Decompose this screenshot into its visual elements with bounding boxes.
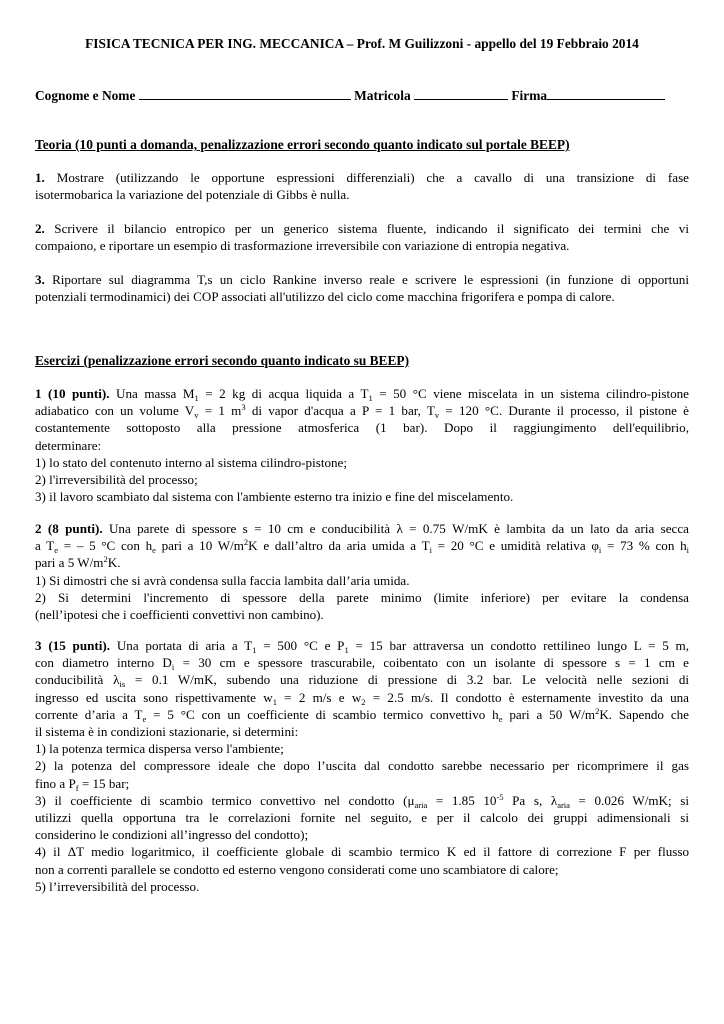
superscript: -5: [496, 791, 504, 802]
subscript: e: [152, 545, 156, 556]
superscript: 2: [243, 537, 249, 548]
e3-text: = 1.85 10: [427, 792, 497, 808]
e3-text: considerino le condizioni all’ingresso del condotto);: [35, 827, 309, 843]
id-blank: [414, 87, 508, 100]
q3-text-2: potenziali termodinamici) dei COP associati all'utilizzo del ciclo come macchina frigorifera e pompa di calore.: [35, 289, 615, 305]
subscript: 1: [368, 393, 373, 403]
theory-question-3: [35, 271, 689, 305]
e3-text: = 2 m/s e w: [276, 689, 362, 705]
e3-text: Una portata di aria a T: [116, 638, 253, 653]
student-info-row: [35, 87, 689, 104]
e3-text: corrente d’aria a T: [35, 706, 143, 722]
e1-item-3: 3) il lavoro scambiato dal sistema con l'ambiente esterno tra inizio e fine del miscelamento.: [35, 489, 514, 505]
subscript: e: [498, 713, 503, 724]
e3-item-4: 4) il ΔT medio logaritmico, il coefficiente globale di scambio termico K ed il fattore di correzione F per flusso: [35, 844, 689, 860]
e3-text: = 0.1 W/mK, subendo una riduzione di pressione di 3.2 bar. Le velocità nelle sezioni di: [125, 672, 689, 688]
e2-item-2: 2) Si determini l'incremento di spessore della parete minimo (limite inferiore) per evitare la condensa: [35, 589, 689, 605]
theory-heading: Teoria (10 punti a domanda, penalizzazione errori secondo quanto indicato sul portale BEEP): [35, 137, 570, 152]
e3-text: = 30 cm e spessore trascurabile, coibentato con un isolante di spessore s = 1 cm e: [174, 655, 689, 671]
e2-text: Una parete di spessore s = 10 cm e conducibilità λ = 0.75 W/mK è lambita da un lato da aria secca: [108, 521, 689, 536]
subscript: i: [171, 662, 175, 673]
subscript: 2: [361, 696, 366, 707]
e3-text: = 15 bar attraversa un condotto rettilineo lungo L = 5 m,: [348, 638, 689, 653]
e1-text: adiabatico con un volume V: [35, 403, 195, 419]
e3-item-1: 1) la potenza termica dispersa verso l'ambiente;: [35, 741, 284, 757]
e2-text: K.: [107, 555, 121, 571]
e1-text: = 120 °C. Durante il processo, il pistone è: [439, 403, 689, 419]
id-label: Matricola: [354, 88, 411, 103]
q2-text-2: compaiono, e riportare un esempio di trasformazione irreversibile con variazione di entropia negativa.: [35, 238, 570, 254]
e3-text: utilizzi quella opportuna tra le correlazioni fornite nel seguito, e per il calcolo dei gruppi adimensionali si: [35, 810, 689, 826]
subscript: 1: [344, 645, 349, 655]
e3-text: ingresso ed uscita sono rispettivamente w: [35, 689, 273, 705]
e3-text: con diametro interno D: [35, 655, 172, 671]
e2-text: = 73 % con h: [601, 538, 687, 554]
e3-text: il sistema è in condizioni stazionarie, si determini:: [35, 724, 299, 740]
e1-text: = 2 kg di acqua liquida a T: [198, 386, 369, 401]
e2-text: = 20 °C e umidità relativa φ: [431, 538, 599, 554]
e2-text: (nell’ipotesi che i coefficienti convettivi non cambino).: [35, 607, 324, 623]
e3-number: 3 (15 punti).: [35, 638, 111, 653]
q1-text-2: isotermobarica la variazione del potenziale di Gibbs è nulla.: [35, 187, 350, 203]
e1-item-2: 2) l'irreversibilità del processo;: [35, 472, 198, 488]
e2-number: 2 (8 punti).: [35, 521, 103, 536]
subscript: e: [54, 545, 59, 556]
e3-item-5: 5) l’irreversibilità del processo.: [35, 878, 200, 894]
e3-text: K. Sapendo che: [599, 706, 689, 722]
subscript: 1: [272, 696, 277, 707]
exercise-2: [35, 520, 689, 623]
subscript: f: [75, 782, 79, 793]
e1-text: di vapor d'acqua a P = 1 bar, T: [245, 403, 435, 419]
subscript: is: [119, 679, 126, 690]
e3-text: = 500 °C e P: [256, 638, 345, 653]
e2-text: pari a 5 W/m: [35, 555, 104, 571]
e3-text: pari a 50 W/m: [502, 706, 596, 722]
e3-text: Pa s, λ: [503, 792, 558, 808]
e3-item-2: 2) la potenza del compressore ideale che dopo l’uscita dal condotto sarebbe necessario per ricomprimere il gas: [35, 758, 689, 774]
e3-text: = 15 bar;: [78, 775, 130, 791]
e3-text: = 2.5 m/s. Il condotto è esternamente investito da una: [365, 689, 689, 705]
e1-text: costantemente sottoposto alla pressione atmosferica (1 bar). Dopo il raggiungimento dell'equilibrio,: [35, 420, 689, 436]
signature-label: Firma: [511, 88, 548, 103]
name-label: Cognome e Nome: [35, 88, 136, 103]
e1-text: determinare:: [35, 437, 102, 453]
q2-number: 2.: [35, 221, 45, 236]
exercise-1: [35, 385, 689, 505]
theory-question-1: [35, 169, 689, 203]
exercise-3: [35, 637, 689, 895]
e1-item-1: 1) lo stato del contenuto interno al sistema cilindro-pistone;: [35, 454, 347, 470]
e1-text: = 50 °C viene miscelata in un sistema cilindro-pistone: [372, 386, 689, 401]
e2-text: pari a 10 W/m: [155, 538, 244, 554]
e2-item-1: 1) Si dimostri che si avrà condensa sulla faccia lambita dall’aria umida.: [35, 572, 410, 588]
exam-title: FISICA TECNICA PER ING. MECCANICA – Prof. M Guilizzoni - appello del 19 Febbraio 2014: [85, 36, 639, 51]
subscript: 1: [252, 645, 257, 655]
subscript: aria: [414, 799, 428, 810]
theory-question-2: [35, 220, 689, 254]
e3-text: conducibilità λ: [35, 672, 120, 688]
e1-text: Una massa M: [116, 386, 195, 401]
subscript: i: [429, 545, 432, 556]
subscript: aria: [557, 799, 570, 810]
q1-number: 1.: [35, 170, 45, 185]
e3-text: fino a P: [35, 775, 76, 791]
superscript: 2: [103, 554, 108, 565]
q3-text-1: Riportare sul diagramma T,s un ciclo Rankine inverso reale e scrivere le espressioni (in funzione di opportuni: [52, 272, 689, 287]
e1-text: = 1 m: [198, 403, 242, 419]
e3-text: non a correnti parallele se condotto ed esterno vengono considerati come uno scambiatore di calore;: [35, 861, 559, 877]
q1-text-1: Mostrare (utilizzando le opportune espressioni differenziali) che a cavallo di una transizione di fase: [56, 170, 689, 185]
subscript: e: [142, 713, 147, 724]
e3-item-3: 3) il coefficiente di scambio termico convettivo nel condotto (μ: [35, 792, 415, 808]
e3-text: = 5 °C con un coefficiente di scambio termico convettivo h: [146, 706, 499, 722]
e1-number: 1 (10 punti).: [35, 386, 110, 401]
e3-text: = 0.026 W/mK; si: [569, 792, 689, 808]
e2-text: a T: [35, 538, 55, 554]
subscript: 1: [194, 393, 199, 403]
e2-text: = – 5 °C con h: [58, 538, 153, 554]
name-blank: [139, 87, 351, 100]
e2-text: K e dall’altro da aria umida a T: [248, 538, 430, 554]
q3-number: 3.: [35, 272, 45, 287]
subscript: v: [434, 410, 440, 421]
exercises-heading: Esercizi (penalizzazione errori secondo quanto indicato su BEEP): [35, 353, 410, 368]
superscript: 2: [595, 705, 600, 716]
subscript: i: [598, 545, 602, 556]
superscript: 3: [241, 402, 246, 413]
signature-blank: [547, 87, 665, 100]
subscript: v: [194, 410, 199, 421]
subscript: i: [686, 545, 689, 556]
q2-text-1: Scrivere il bilancio entropico per un generico sistema fluente, indicando il significato dei termini che vi: [54, 221, 689, 236]
